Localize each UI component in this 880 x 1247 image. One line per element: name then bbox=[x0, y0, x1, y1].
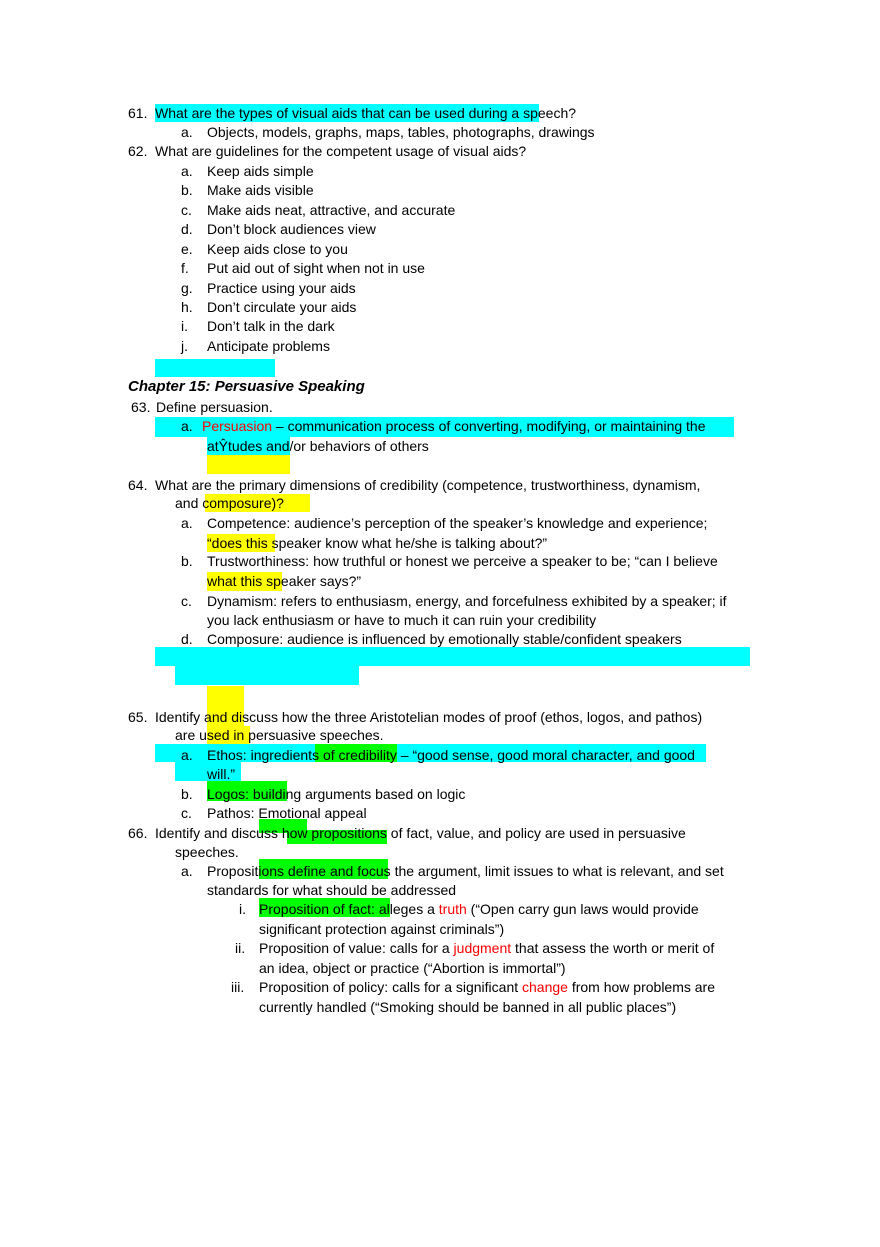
list-item: Keep aids close to you bbox=[207, 241, 348, 257]
list-marker: j. bbox=[181, 338, 188, 354]
definition-text: – communication process of converting, modifying, or maintaining the bbox=[272, 418, 706, 434]
question-62-text: What are guidelines for the competent usage of visual aids? bbox=[155, 143, 527, 159]
list-marker: e. bbox=[181, 241, 193, 257]
question-61-number: 61. bbox=[128, 105, 148, 121]
list-marker: f. bbox=[181, 260, 189, 276]
highlight-yellow bbox=[207, 455, 290, 474]
question-65-text: Identify and discuss how the three Aristotelian modes of proof (ethos, logos, and pathos) bbox=[155, 709, 703, 725]
sub-text-post: that assess the worth or merit of bbox=[511, 940, 715, 956]
list-item: Anticipate problems bbox=[207, 338, 330, 354]
answer-text: Logos: building arguments based on logic bbox=[207, 786, 466, 802]
answer-marker: b. bbox=[181, 553, 193, 569]
answer-marker: b. bbox=[181, 786, 193, 802]
highlight-cyan bbox=[155, 647, 750, 666]
list-item: Keep aids simple bbox=[207, 163, 314, 179]
sub-text: significant protection against criminals”) bbox=[259, 921, 505, 937]
question-66-text: Identify and discuss how propositions of fact, value, and policy are used in persuasive bbox=[155, 825, 686, 841]
list-item: Don’t block audiences view bbox=[207, 221, 376, 237]
key-term: Persuasion bbox=[202, 418, 273, 434]
question-62-number: 62. bbox=[128, 143, 148, 159]
highlight-cyan bbox=[155, 359, 275, 377]
sub-marker: ii. bbox=[235, 940, 246, 956]
answer-marker: a. bbox=[181, 418, 193, 434]
definition-line: atŶtudes and/or behaviors of others bbox=[207, 438, 429, 454]
sub-text-post: from how problems are bbox=[567, 979, 716, 995]
sub-text bbox=[259, 978, 715, 996]
chapter-heading: Chapter 15: Persuasive Speaking bbox=[128, 378, 365, 395]
answer-marker: a. bbox=[181, 515, 193, 531]
answer-text: standards for what should be addressed bbox=[207, 882, 457, 898]
question-66-text: speeches. bbox=[175, 844, 239, 860]
sub-text-pre: Proposition of policy: calls for a significant bbox=[259, 979, 523, 995]
question-64-number: 64. bbox=[128, 477, 148, 493]
sub-text-pre: Proposition of value: calls for a bbox=[259, 940, 454, 956]
sub-text-pre: Proposition of fact: alleges a bbox=[259, 901, 439, 917]
answer-marker: a. bbox=[181, 863, 193, 879]
answer-marker: c. bbox=[181, 805, 192, 821]
list-item: Practice using your aids bbox=[207, 280, 356, 296]
list-marker: b. bbox=[181, 182, 193, 198]
definition-line bbox=[202, 417, 706, 435]
list-marker: a. bbox=[181, 163, 193, 179]
question-64-text: and composure)? bbox=[175, 495, 284, 511]
list-item: Make aids neat, attractive, and accurate bbox=[207, 202, 456, 218]
key-term: truth bbox=[438, 901, 467, 917]
answer-text: Ethos: ingredients of credibility – “good sense, good moral character, and good bbox=[207, 747, 695, 763]
key-term: change bbox=[522, 979, 568, 995]
question-63-number: 63. bbox=[131, 399, 151, 415]
highlight-cyan bbox=[175, 666, 359, 685]
answer-text: Composure: audience is influenced by emotionally stable/confident speakers bbox=[207, 631, 682, 647]
question-61-text: What are the types of visual aids that can be used during a speech? bbox=[155, 105, 577, 121]
answer-marker: d. bbox=[181, 631, 193, 647]
question-65-text: are used in persuasive speeches. bbox=[175, 727, 384, 743]
answer-text: “does this speaker know what he/she is talking about?” bbox=[207, 535, 548, 551]
answer-text: Trustworthiness: how truthful or honest we perceive a speaker to be; “can I believe bbox=[207, 553, 718, 569]
list-marker: d. bbox=[181, 221, 193, 237]
answer-text: Competence: audience’s perception of the speaker’s knowledge and experience; bbox=[207, 515, 708, 531]
question-64-text: What are the primary dimensions of credibility (competence, trustworthiness, dynamism, bbox=[155, 477, 701, 493]
answer-text: you lack enthusiasm or have to much it can ruin your credibility bbox=[207, 612, 597, 628]
question-63-text: Define persuasion. bbox=[156, 399, 273, 415]
sub-marker: i. bbox=[239, 901, 246, 917]
answer-marker: a. bbox=[181, 747, 193, 763]
answer-marker: c. bbox=[181, 593, 192, 609]
answer-text: what this speaker says?” bbox=[207, 573, 362, 589]
sub-text: an idea, object or practice (“Abortion is immortal”) bbox=[259, 960, 566, 976]
list-marker: h. bbox=[181, 299, 193, 315]
answer-text: Propositions define and focus the argument, limit issues to what is relevant, and set bbox=[207, 863, 724, 879]
answer-text: Pathos: Emotional appeal bbox=[207, 805, 367, 821]
list-marker: g. bbox=[181, 280, 193, 296]
sub-text-post: (“Open carry gun laws would provide bbox=[466, 901, 699, 917]
sub-text bbox=[259, 939, 714, 957]
list-item: Put aid out of sight when not in use bbox=[207, 260, 425, 276]
list-marker: c. bbox=[181, 202, 192, 218]
key-term: judgment bbox=[453, 940, 512, 956]
answer-text: Objects, models, graphs, maps, tables, photographs, drawings bbox=[207, 124, 595, 140]
list-item: Make aids visible bbox=[207, 182, 314, 198]
sub-marker: iii. bbox=[231, 979, 245, 995]
answer-text: Dynamism: refers to enthusiasm, energy, and forcefulness exhibited by a speaker; if bbox=[207, 593, 727, 609]
question-66-number: 66. bbox=[128, 825, 148, 841]
sub-text: currently handled (“Smoking should be banned in all public places”) bbox=[259, 999, 677, 1015]
sub-text bbox=[259, 900, 699, 918]
answer-marker: a. bbox=[181, 124, 193, 140]
question-65-number: 65. bbox=[128, 709, 148, 725]
list-item: Don’t circulate your aids bbox=[207, 299, 357, 315]
list-marker: i. bbox=[181, 318, 188, 334]
answer-text: will.” bbox=[207, 766, 235, 782]
list-item: Don’t talk in the dark bbox=[207, 318, 335, 334]
